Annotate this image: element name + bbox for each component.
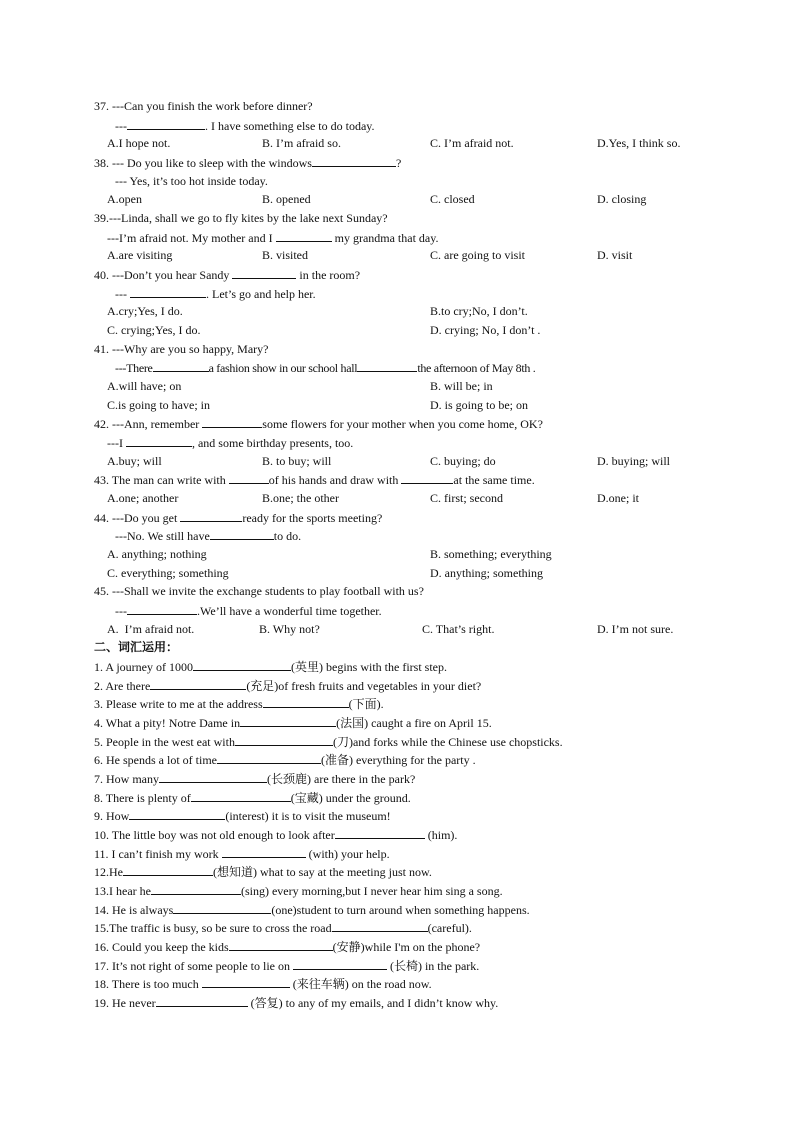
vocab-item-13: 13.I hear he (sing) every morning,but I never hear him sing a song.: [94, 884, 503, 898]
q42-blank-1[interactable]: [202, 416, 262, 428]
vocab-blank-6[interactable]: [217, 752, 321, 764]
vocab-item-1: 1. A journey of 1000 (英里) begins with the first step.: [94, 660, 447, 674]
vocab-blank-18[interactable]: [202, 976, 290, 988]
vocab-item-6: 6. He spends a lot of time (准备) everything for the party .: [94, 753, 476, 767]
vocab-blank-8[interactable]: [191, 790, 291, 802]
q42-option-b[interactable]: B. to buy; will: [262, 454, 332, 468]
q38-reply: --- Yes, it’s too hot inside today.: [115, 174, 268, 188]
q37-reply: --- . I have something else to do today.: [115, 119, 375, 133]
q41-reply: ---There a fashion show in our school hall the afternoon of May 8th .: [115, 361, 536, 375]
q38-option-c[interactable]: C. closed: [430, 192, 475, 206]
vocab-item-15: 15.The traffic is busy, so be sure to cross the road (careful).: [94, 921, 472, 935]
q43-option-b[interactable]: B.one; the other: [262, 491, 339, 505]
q44-stem: 44. ---Do you get ready for the sports meeting?: [94, 511, 383, 525]
q37-option-a[interactable]: A.I hope not.: [107, 136, 171, 150]
vocab-item-16: 16. Could you keep the kids (安静)while I'm on the phone?: [94, 940, 481, 954]
q45-blank[interactable]: [127, 603, 197, 615]
q41-option-c[interactable]: C.is going to have; in: [107, 398, 210, 412]
vocab-item-9: 9. How (interest) it is to visit the museum!: [94, 809, 391, 823]
vocab-blank-9[interactable]: [129, 808, 225, 820]
q44-option-c[interactable]: C. everything; something: [107, 566, 229, 580]
q44-blank-2[interactable]: [210, 528, 274, 540]
q40-option-b[interactable]: B.to cry;No, I don’t.: [430, 304, 528, 318]
q39-blank[interactable]: [276, 230, 332, 242]
q42-option-a[interactable]: A.buy; will: [107, 454, 162, 468]
q44-option-a[interactable]: A. anything; nothing: [107, 547, 207, 561]
q39-option-d[interactable]: D. visit: [597, 248, 633, 262]
vocab-blank-11[interactable]: [222, 846, 306, 858]
vocab-item-5: 5. People in the west eat with (刀)and forks while the Chinese use chopsticks.: [94, 735, 563, 749]
q39-option-b[interactable]: B. visited: [262, 248, 309, 262]
q40-blank-1[interactable]: [232, 267, 296, 279]
q43-option-d[interactable]: D.one; it: [597, 491, 639, 505]
vocab-blank-7[interactable]: [159, 771, 267, 783]
q45-option-c[interactable]: C. That’s right.: [422, 622, 495, 636]
vocab-blank-5[interactable]: [235, 734, 333, 746]
q40-blank-2[interactable]: [130, 286, 206, 298]
q41-option-a[interactable]: A.will have; on: [107, 379, 182, 393]
vocab-item-2: 2. Are there (充足)of fresh fruits and vegetables in your diet?: [94, 679, 482, 693]
vocab-blank-12[interactable]: [123, 864, 213, 876]
q41-blank-2[interactable]: [357, 360, 417, 372]
q41-stem: 41. ---Why are you so happy, Mary?: [94, 342, 269, 356]
q37-option-b[interactable]: B. I’m afraid so.: [262, 136, 341, 150]
q44-option-b[interactable]: B. something; everything: [430, 547, 552, 561]
q45-option-b[interactable]: B. Why not?: [259, 622, 320, 636]
vocab-blank-19[interactable]: [156, 995, 248, 1007]
q42-option-c[interactable]: C. buying; do: [430, 454, 496, 468]
q44-option-d[interactable]: D. anything; something: [430, 566, 543, 580]
vocab-blank-3[interactable]: [263, 696, 349, 708]
q40-reply: --- . Let’s go and help her.: [115, 287, 316, 301]
vocab-blank-14[interactable]: [173, 902, 271, 914]
q45-option-d[interactable]: D. I’m not sure.: [597, 622, 674, 636]
q45-option-a[interactable]: A. I’m afraid not.: [107, 622, 195, 636]
vocab-item-17: 17. It’s not right of some people to lie on (长椅) in the park.: [94, 959, 480, 973]
vocab-blank-16[interactable]: [229, 939, 333, 951]
q42-blank-2[interactable]: [126, 435, 192, 447]
q38-option-d[interactable]: D. closing: [597, 192, 647, 206]
q43-blank-1[interactable]: [229, 472, 269, 484]
q45-reply: --- .We’ll have a wonderful time together.: [115, 604, 382, 618]
q38-blank[interactable]: [312, 155, 396, 167]
q43-blank-2[interactable]: [401, 472, 453, 484]
vocab-item-14: 14. He is always (one)student to turn around when something happens.: [94, 903, 530, 917]
q39-option-c[interactable]: C. are going to visit: [430, 248, 525, 262]
vocab-item-18: 18. There is too much (来往车辆) on the road now.: [94, 977, 432, 991]
q39-stem: 39.---Linda, shall we go to fly kites by the lake next Sunday?: [94, 211, 388, 225]
q38-option-b[interactable]: B. opened: [262, 192, 311, 206]
vocab-item-8: 8. There is plenty of (宝藏) under the ground.: [94, 791, 411, 805]
q44-blank-1[interactable]: [180, 510, 242, 522]
q37-option-c[interactable]: C. I’m afraid not.: [430, 136, 514, 150]
vocab-item-11: 11. I can’t finish my work (with) your help.: [94, 847, 390, 861]
vocab-blank-10[interactable]: [335, 827, 425, 839]
q37-option-d[interactable]: D.Yes, I think so.: [597, 136, 681, 150]
q37-stem: 37. ---Can you finish the work before dinner?: [94, 99, 313, 113]
vocab-blank-15[interactable]: [332, 920, 428, 932]
q43-option-c[interactable]: C. first; second: [430, 491, 503, 505]
q45-stem: 45. ---Shall we invite the exchange students to play football with us?: [94, 584, 424, 598]
q42-reply: ---I , and some birthday presents, too.: [107, 436, 354, 450]
vocab-blank-17[interactable]: [293, 958, 387, 970]
q40-option-a[interactable]: A.cry;Yes, I do.: [107, 304, 183, 318]
section-title: 二、词汇运用：: [94, 640, 179, 654]
q40-stem: 40. ---Don’t you hear Sandy in the room?: [94, 268, 361, 282]
vocab-blank-2[interactable]: [150, 678, 246, 690]
q40-option-c[interactable]: C. crying;Yes, I do.: [107, 323, 201, 337]
q43-option-a[interactable]: A.one; another: [107, 491, 179, 505]
q38-option-a[interactable]: A.open: [107, 192, 142, 206]
q37-blank[interactable]: [127, 118, 205, 130]
q41-blank-1[interactable]: [153, 360, 209, 372]
vocab-blank-13[interactable]: [151, 883, 241, 895]
vocab-item-12: 12.He (想知道) what to say at the meeting just now.: [94, 865, 432, 879]
q38-stem: 38. --- Do you like to sleep with the windows ?: [94, 156, 402, 170]
q40-option-d[interactable]: D. crying; No, I don’t .: [430, 323, 541, 337]
vocab-item-19: 19. He never (答复) to any of my emails, and I didn’t know why.: [94, 996, 499, 1010]
q42-option-d[interactable]: D. buying; will: [597, 454, 671, 468]
vocab-item-10: 10. The little boy was not old enough to look after (him).: [94, 828, 458, 842]
vocab-item-4: 4. What a pity! Notre Dame in (法国) caught a fire on April 15.: [94, 716, 492, 730]
vocab-blank-1[interactable]: [193, 659, 291, 671]
vocab-item-3: 3. Please write to me at the address (下面).: [94, 697, 384, 711]
q39-reply: ---I’m afraid not. My mother and I my grandma that day.: [107, 231, 439, 245]
q39-option-a[interactable]: A.are visiting: [107, 248, 173, 262]
q44-reply: ---No. We still have to do.: [115, 529, 302, 543]
q43-stem: 43. The man can write with of his hands and draw with at the same time.: [94, 473, 535, 487]
vocab-item-7: 7. How many (长颈鹿) are there in the park?: [94, 772, 416, 786]
q41-option-d[interactable]: D. is going to be; on: [430, 398, 528, 412]
q41-option-b[interactable]: B. will be; in: [430, 379, 493, 393]
q42-stem: 42. ---Ann, remember some flowers for your mother when you come home, OK?: [94, 417, 543, 431]
vocab-blank-4[interactable]: [240, 715, 336, 727]
